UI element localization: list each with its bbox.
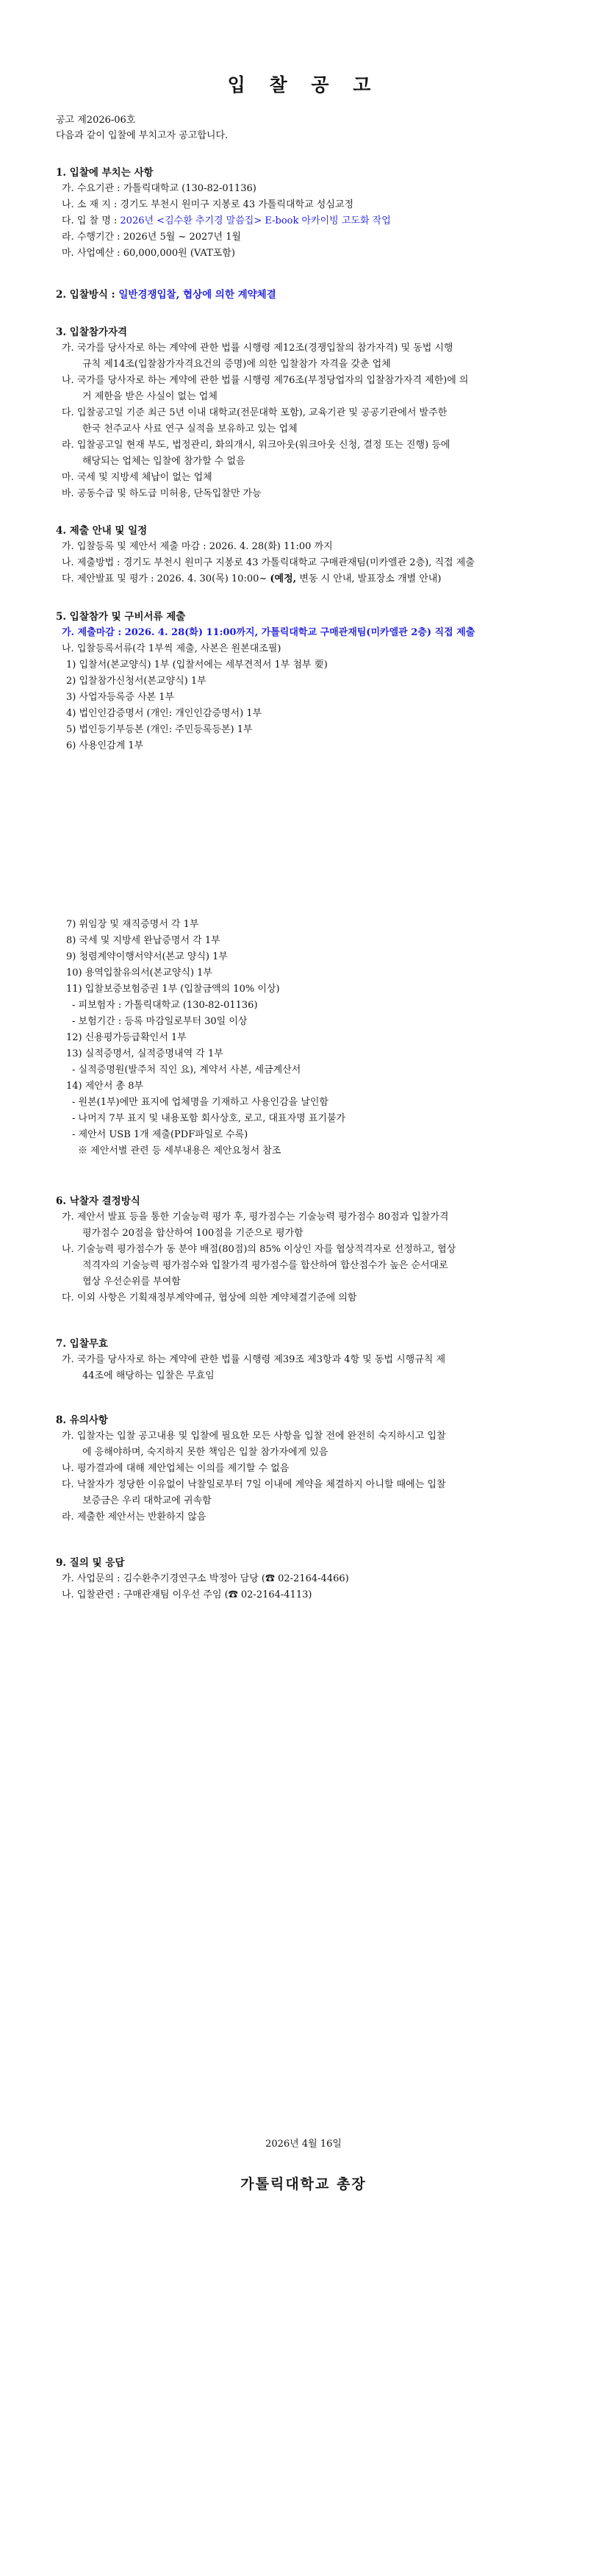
document-item-7: 7) 위임장 및 재직증명서 각 1부 [66, 919, 199, 930]
s3-item-a-line1: 가. 국가를 당사자로 하는 계약에 관한 법률 시행령 제12조(경쟁입찰의 참가자격) 및 동법 시행 [62, 343, 453, 354]
s4-item-c [62, 573, 441, 585]
notice-number: 공고 제2026-06호 [56, 115, 136, 126]
s4-item-c-note: 변동 시 안내, 발표장소 개별 안내) [296, 573, 442, 584]
intro-text: 다음과 같이 입찰에 부치고자 공고합니다. [56, 130, 229, 141]
s1-item-e: 마. 사업예산 : 60,000,000원 (VAT포함) [62, 248, 235, 259]
s8-item-c-line2: 보증금은 우리 대학교에 귀속함 [82, 1495, 212, 1506]
document-item-14-original: - 원본(1부)에만 표지에 업체명을 기재하고 사용인감을 날인함 [72, 1097, 328, 1108]
s3-item-e: 마. 국세 및 지방세 체납이 없는 업체 [62, 472, 212, 483]
document-item-12: 12) 신용평가등급확인서 1부 [66, 1032, 187, 1043]
s4-item-a: 가. 입찰등록 및 제안서 제출 마감 : 2026. 4. 28(화) 11:00 까지 [62, 541, 333, 552]
s6-item-a-line1: 가. 제안서 발표 등을 통한 기술능력 평가 후, 평가점수는 기술능력 평가점수 80점과 입찰가격 [62, 1212, 449, 1223]
document-item-3: 3) 사업자등록증 사본 1부 [66, 692, 175, 703]
s3-item-b-line2: 거 제한을 받은 사실이 없는 업체 [82, 391, 218, 402]
s3-item-b-line1: 나. 국가를 당사자로 하는 계약에 관한 법률 시행령 제76조(부정당업자의 입찰참가자격 제한)에 의 [62, 375, 469, 386]
section-5-heading: 5. 입찰참가 및 구비서류 제출 [56, 611, 186, 623]
document-item-4: 4) 법인인감증명서 (개인: 개인인감증명서) 1부 [66, 708, 262, 719]
s5-item-b: 나. 입찰등록서류(각 1부씩 제출, 사본은 원본대조필) [62, 643, 281, 654]
s8-item-a-line2: 에 응해야하며, 숙지하지 못한 책임은 입찰 참가자에게 있음 [82, 1447, 328, 1458]
s1-item-b: 나. 소 재 지 : 경기도 부천시 원미구 지봉로 43 가톨릭대학교 성심교정 [62, 199, 354, 210]
section-3-heading: 3. 입찰참가자격 [56, 326, 128, 338]
s8-item-a-line1: 가. 입찰자는 입찰 공고내용 및 입찰에 필요한 모든 사항을 입찰 전에 완전히 숙지하시고 입찰 [62, 1431, 446, 1442]
document-item-11: 11) 입찰보증보험증권 1부 (입찰금액의 10% 이상) [66, 984, 280, 995]
s3-item-d-line2: 해당되는 업체는 입찰에 참가할 수 없음 [82, 456, 245, 467]
s6-item-c: 다. 이외 사항은 기획재정부계약예규, 협상에 의한 계약체결기준에 의함 [62, 1292, 357, 1303]
document-item-9: 9) 청렴계약이행서약서(본교 양식) 1부 [66, 951, 228, 962]
s3-item-a-line2: 규칙 제14조(입찰참가자격요건의 증명)에 의한 입찰참가 자격을 갖춘 업체 [82, 359, 391, 370]
s8-item-c-line1: 다. 낙찰자가 정당한 이유없이 낙찰일로부터 7일 이내에 계약을 체결하지 아니할 때에는 입찰 [62, 1479, 446, 1490]
document-item-14-copies: - 나머지 7부 표지 및 내용포함 회사상호, 로고, 대표자명 표기불가 [72, 1113, 346, 1124]
document-item-13-detail: - 실적증명원(발주처 직인 요), 계약서 사본, 세금계산서 [72, 1065, 301, 1076]
section-6-heading: 6. 낙찰자 결정방식 [56, 1195, 140, 1207]
s9-item-a: 가. 사업문의 : 김수환추기경연구소 박정아 담당 (☎ 02-2164-4466) [62, 1573, 349, 1584]
s4-item-b: 나. 제출방법 : 경기도 부천시 원미구 지봉로 43 가톨릭대학교 구매관재팀(미카엘관 2층), 직접 제출 [62, 557, 475, 568]
s7-item-a-line1: 가. 국가를 당사자로 하는 계약에 관한 법률 시행령 제39조 제3항과 4항 및 동법 시행규칙 제 [62, 1354, 446, 1365]
s6-item-a-line2: 평가점수 20점을 합산하여 100점을 기준으로 평가함 [82, 1228, 304, 1239]
section-8-heading: 8. 유의사항 [56, 1414, 108, 1426]
document-item-14-usb: - 제안서 USB 1개 제출(PDF파일로 수록) [72, 1129, 248, 1140]
bidding-method: 일반경쟁입찰, 협상에 의한 계약체결 [118, 289, 276, 301]
proposal-note: ※ 제안서별 관련 등 세부내용은 제안요청서 참조 [78, 1145, 281, 1156]
s6-item-b-line3: 협상 우선순위를 부여함 [82, 1276, 181, 1287]
document-item-2: 2) 입찰참가신청서(본교양식) 1부 [66, 676, 206, 687]
document-item-10: 10) 용역입찰유의서(본교양식) 1부 [66, 967, 212, 978]
section-2-heading [56, 289, 276, 301]
s3-item-f: 바. 공동수급 및 하도급 미허용, 단독입찰만 가능 [62, 488, 262, 499]
document-item-8: 8) 국세 및 지방세 완납증명서 각 1부 [66, 935, 220, 946]
document-item-6: 6) 사용인감계 1부 [66, 740, 144, 751]
document-item-11-period: - 보험기간 : 등록 마감일로부터 30일 이상 [72, 1016, 248, 1027]
s3-item-c-line1: 다. 입찰공고일 기준 최근 5년 이내 대학교(전문대학 포함), 교육기관 및 공공기관에서 발주한 [62, 407, 448, 418]
issuer-signature: 가톨릭대학교 총장 [240, 2176, 367, 2192]
section-7-heading: 7. 입찰무효 [56, 1338, 108, 1350]
s1-item-d: 라. 수행기간 : 2026년 5월 ~ 2027년 1월 [62, 232, 242, 243]
notice-date: 2026년 4월 16일 [265, 2139, 342, 2150]
project-name: 2026년 <김수환 추기경 말씀집> E-book 아카이빙 고도화 작업 [120, 215, 391, 226]
document-item-1: 1) 입찰서(본교양식) 1부 (입찰서에는 세부견적서 1부 첨부 要) [66, 659, 328, 670]
s6-item-b-line2: 적격자의 기술능력 평가점수와 입찰가격 평가점수를 합산하여 합산점수가 높은 순서대로 [82, 1260, 448, 1271]
page-title: 입 찰 공 고 [227, 74, 380, 96]
section-1-heading: 1. 입찰에 부치는 사항 [56, 167, 154, 179]
s3-item-d-line1: 라. 입찰공고일 현재 부도, 법정관리, 화의개시, 워크아웃(워크아웃 신청, 결정 또는 진행) 등에 [62, 440, 450, 451]
document-item-5: 5) 법인등기부등본 (개인: 주민등록등본) 1부 [66, 724, 253, 735]
s8-item-b: 나. 평가결과에 대해 제안업체는 이의를 제기할 수 없음 [62, 1463, 290, 1474]
s6-item-b-line1: 나. 기술능력 평가점수가 동 분야 배점(80점)의 85% 이상인 자를 협상적격자로 선정하고, 협상 [62, 1244, 456, 1255]
s4-item-c-label: 다. 제안발표 및 평가 : 2026. 4. 30(목) 10:00~ [62, 573, 270, 584]
s8-item-d: 라. 제출한 제안서는 반환하지 않음 [62, 1511, 206, 1523]
document-item-14: 14) 제안서 총 8부 [66, 1081, 144, 1092]
section-2-label: 2. 입찰방식 : [56, 289, 119, 301]
section-4-heading: 4. 제출 안내 및 일정 [56, 525, 148, 537]
section-9-heading: 9. 질의 및 응답 [56, 1557, 125, 1569]
document-item-11-insured: - 피보험자 : 가톨릭대학교 (130-82-01136) [72, 1000, 258, 1011]
s1-item-c-label: 다. 입 찰 명 : [62, 215, 121, 226]
s5-item-a-deadline: 가. 제출마감 : 2026. 4. 28(화) 11:00까지, 가톨릭대학교 구매관재팀(미카엘관 2층) 직접 제출 [62, 627, 475, 638]
s1-item-a: 가. 수요기관 : 가톨릭대학교 (130-82-01136) [62, 183, 256, 194]
s3-item-c-line2: 한국 천주교사 사료 연구 실적을 보유하고 있는 업체 [82, 423, 298, 434]
s7-item-a-line2: 44조에 해당하는 입찰은 무효임 [82, 1370, 215, 1381]
s9-item-b: 나. 입찰관련 : 구매관재팀 이우선 주임 (☎ 02-2164-4113) [62, 1589, 312, 1600]
s1-item-c [62, 215, 391, 227]
document-item-13: 13) 실적증명서, 실적증명내역 각 1부 [66, 1048, 223, 1059]
s4-item-c-tentative: (예정, [270, 573, 297, 584]
